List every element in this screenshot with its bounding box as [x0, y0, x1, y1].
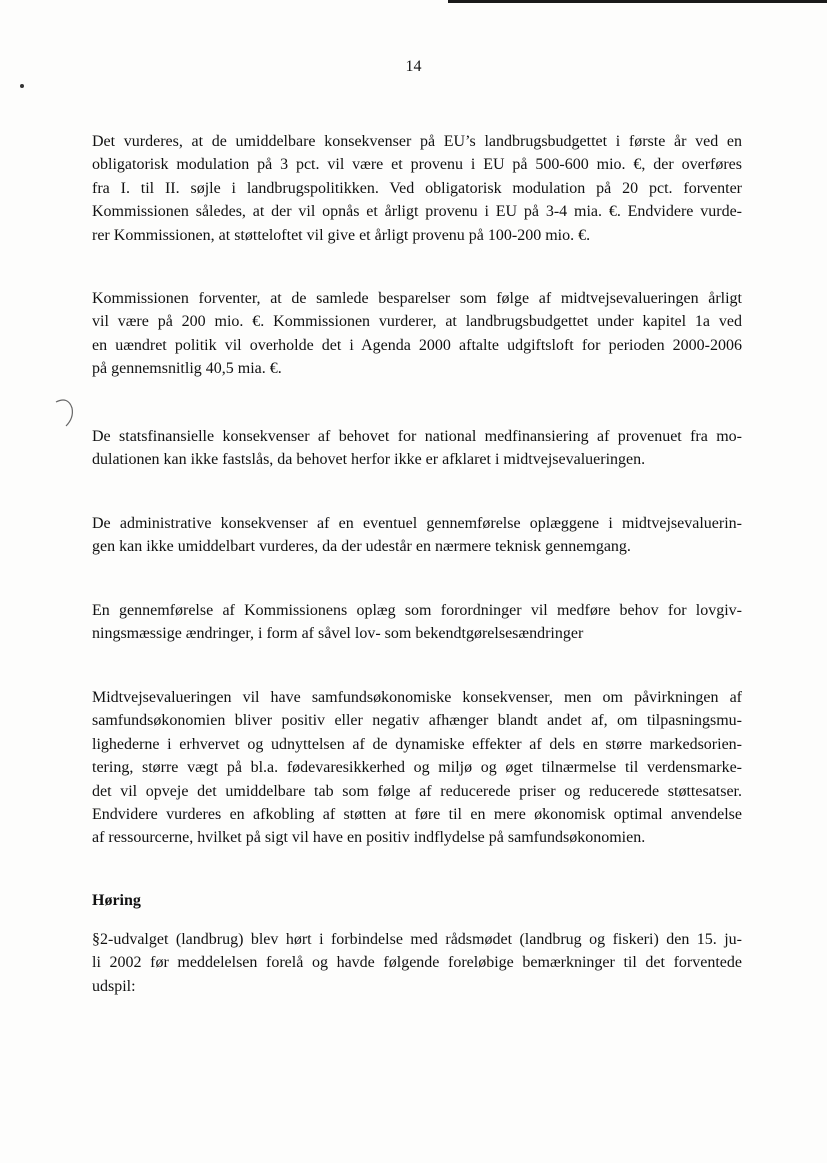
page-number: 14 — [405, 58, 422, 75]
text-line: obligatorisk modulation på 3 pct. vil være et provenu i EU på 500-600 mio. €, der overføres — [92, 156, 742, 174]
text-line: fra I. til II. søjle i landbrugspolitikken. Ved obligatorisk modulation på 20 pct. forventer — [92, 179, 742, 197]
text-line: lighederne i erhvervet og udnyttelsen af de dynamiske effekter af dels en større markedsorien- — [92, 735, 742, 753]
paragraph-consultation — [92, 928, 742, 998]
text-line: på gennemsnitlig 40,5 mia. €. — [92, 360, 282, 378]
text-line: tering, større vægt på bl.a. fødevaresikkerhed og miljø og øget tilnærmelse til verdensmarke- — [92, 759, 742, 777]
scan-speck — [20, 84, 24, 88]
text-line: Kommissionen således, at der vil opnås et årligt provenu i EU på 3-4 mia. €. Endvidere vurde- — [92, 203, 742, 221]
text-line: Midtvejsevalueringen vil have samfundsøkonomiske konsekvenser, men om påvirkningen af — [92, 689, 742, 706]
text-line: af ressourcerne, hvilket på sigt vil have en positiv indflydelse på samfundsøkonomien. — [92, 829, 646, 847]
text-line: §2-udvalget (landbrug) blev hørt i forbindelse med rådsmødet (landbrug og fiskeri) den 15. ju- — [92, 931, 742, 948]
text-line: gen kan ikke umiddelbart vurderes, da der udestår en nærmere teknisk gennemgang. — [92, 538, 631, 556]
paragraph-eu-budget — [92, 130, 742, 247]
text-line: dulationen kan ikke fastslås, da behovet herfor ikke er afklaret i midtvejsevalueringen. — [92, 451, 646, 469]
text-line: Det vurderes, at de umiddelbare konsekvenser på EU’s landbrugsbudgettet i første år ved en — [92, 133, 742, 150]
paragraph-state-finance — [92, 425, 742, 472]
text-line: Kommissionen forventer, at de samlede besparelser som følge af midtvejsevalueringen årligt — [92, 290, 742, 307]
text-line: rer Kommissionen, at støtteloftet vil give et årligt provenu på 100-200 mio. €. — [92, 226, 591, 244]
text-line: det vil opveje det umiddelbare tab som følge af reducerede priser og reducerede støttesatser. — [92, 782, 742, 800]
paragraph-administrative — [92, 512, 742, 559]
text-line: Endvidere vurderes en afkobling af støtten at føre til en mere økonomisk optimal anvendelse — [92, 806, 742, 824]
text-line: De administrative konsekvenser af en eventuel gennemførelse oplæggene i midtvejsevaluerin- — [92, 515, 742, 532]
paragraph-savings — [92, 287, 742, 381]
text-line: samfundsøkonomien bliver positiv eller negativ afhænger blandt andet af, om tilpasningsmu- — [92, 712, 742, 730]
margin-bracket-mark — [54, 396, 78, 430]
text-line: vil være på 200 mio. €. Kommissionen vurderer, at landbrugsbudgettet under kapitel 1a ved — [92, 313, 742, 331]
text-line: udspil: — [92, 977, 136, 995]
text-line: en uændret politik vil overholde det i Agenda 2000 aftalte udgiftsloft for perioden 2000-2006 — [92, 336, 742, 354]
text-line: En gennemførelse af Kommissionens oplæg som forordninger vil medføre behov for lovgiv- — [92, 602, 742, 619]
paragraph-legislation — [92, 599, 742, 646]
section-heading-horing: Høring — [92, 892, 141, 909]
text-line: De statsfinansielle konsekvenser af behovet for national medfinansiering af provenuet fra mo- — [92, 428, 742, 445]
text-line: li 2002 før meddelelsen forelå og havde følgende foreløbige bemærkninger til det forventede — [92, 954, 742, 972]
paragraph-socioeconomic — [92, 686, 742, 850]
text-line: ningsmæssige ændringer, i form af såvel lov- som bekendtgørelsesændringer — [92, 625, 584, 643]
scan-edge-line — [448, 0, 827, 3]
